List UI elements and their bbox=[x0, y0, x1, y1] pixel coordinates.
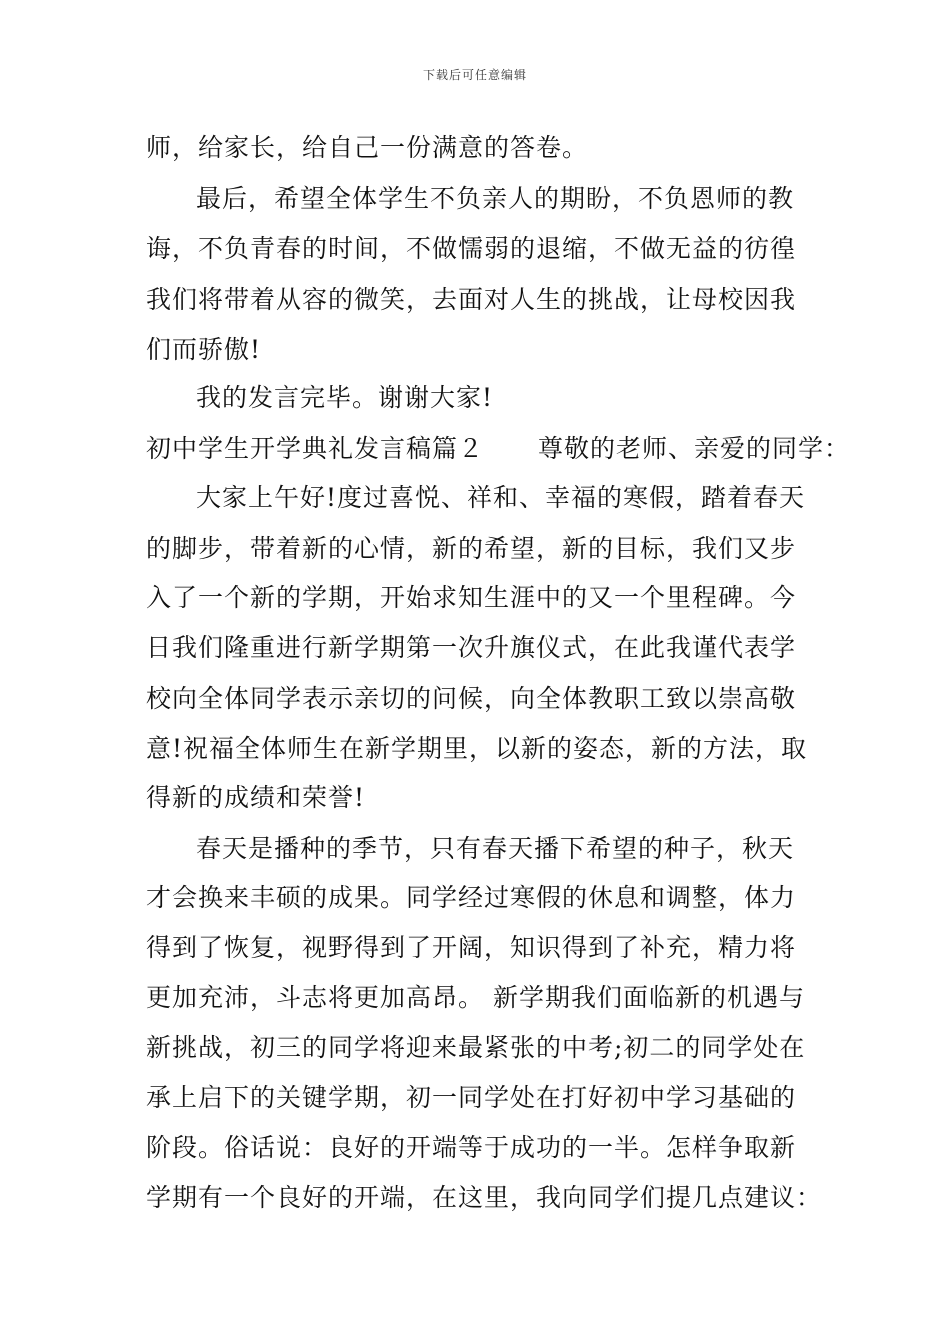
paragraph-line: 日我们隆重进行新学期第一次升旗仪式，在此我谨代表学 bbox=[146, 633, 797, 662]
paragraph-line: 我们将带着从容的微笑，去面对人生的挑战，让母校因我 bbox=[146, 285, 797, 314]
paragraph-line: 师，给家长，给自己一份满意的答卷。 bbox=[146, 133, 589, 162]
paragraph-line: 校向全体同学表示亲切的问候，向全体教职工致以崇高敬 bbox=[146, 684, 797, 713]
paragraph-line: 入了一个新的学期，开始求知生涯中的又一个里程碑。今 bbox=[146, 583, 797, 612]
paragraph-line: 大家上午好!度过喜悦、祥和、幸福的寒假，踏着春天 bbox=[196, 483, 806, 512]
section-title: 初中学生开学典礼发言稿篇２ bbox=[146, 434, 485, 463]
paragraph-line: 阶段。俗话说：良好的开端等于成功的一半。怎样争取新 bbox=[146, 1133, 797, 1162]
paragraph-line: 更加充沛，斗志将更加高昂。 新学期我们面临新的机遇与 bbox=[146, 983, 805, 1012]
paragraph-line: 才会换来丰硕的成果。同学经过寒假的休息和调整，体力 bbox=[146, 883, 797, 912]
paragraph-line: 最后，希望全体学生不负亲人的期盼，不负恩师的教 bbox=[196, 184, 795, 213]
section-greeting: 尊敬的老师、亲爱的同学： bbox=[538, 434, 851, 463]
paragraph-line: 得新的成绩和荣誉! bbox=[146, 783, 366, 812]
paragraph-line: 新挑战，初三的同学将迎来最紧张的中考;初二的同学处在 bbox=[146, 1033, 806, 1062]
paragraph-line: 学期有一个良好的开端，在这里，我向同学们提几点建议： bbox=[146, 1183, 823, 1212]
header-note: 下载后可任意编辑 bbox=[422, 68, 527, 82]
paragraph-line: 意!祝福全体师生在新学期里，以新的姿态，新的方法，取 bbox=[146, 734, 808, 763]
paragraph-line: 春天是播种的季节，只有春天播下希望的种子，秋天 bbox=[196, 834, 795, 863]
section-heading-line bbox=[146, 434, 850, 464]
paragraph-line: 我的发言完毕。谢谢大家! bbox=[196, 383, 494, 412]
paragraph-line: 得到了恢复，视野得到了开阔，知识得到了补充，精力将 bbox=[146, 933, 797, 962]
paragraph-line: 诲，不负青春的时间，不做懦弱的退缩，不做无益的彷徨 bbox=[146, 234, 797, 263]
paragraph-line: 承上启下的关键学期，初一同学处在打好初中学习基础的 bbox=[146, 1083, 797, 1112]
paragraph-line: 们而骄傲! bbox=[146, 335, 262, 364]
paragraph-line: 的脚步，带着新的心情，新的希望，新的目标，我们又步 bbox=[146, 534, 797, 563]
